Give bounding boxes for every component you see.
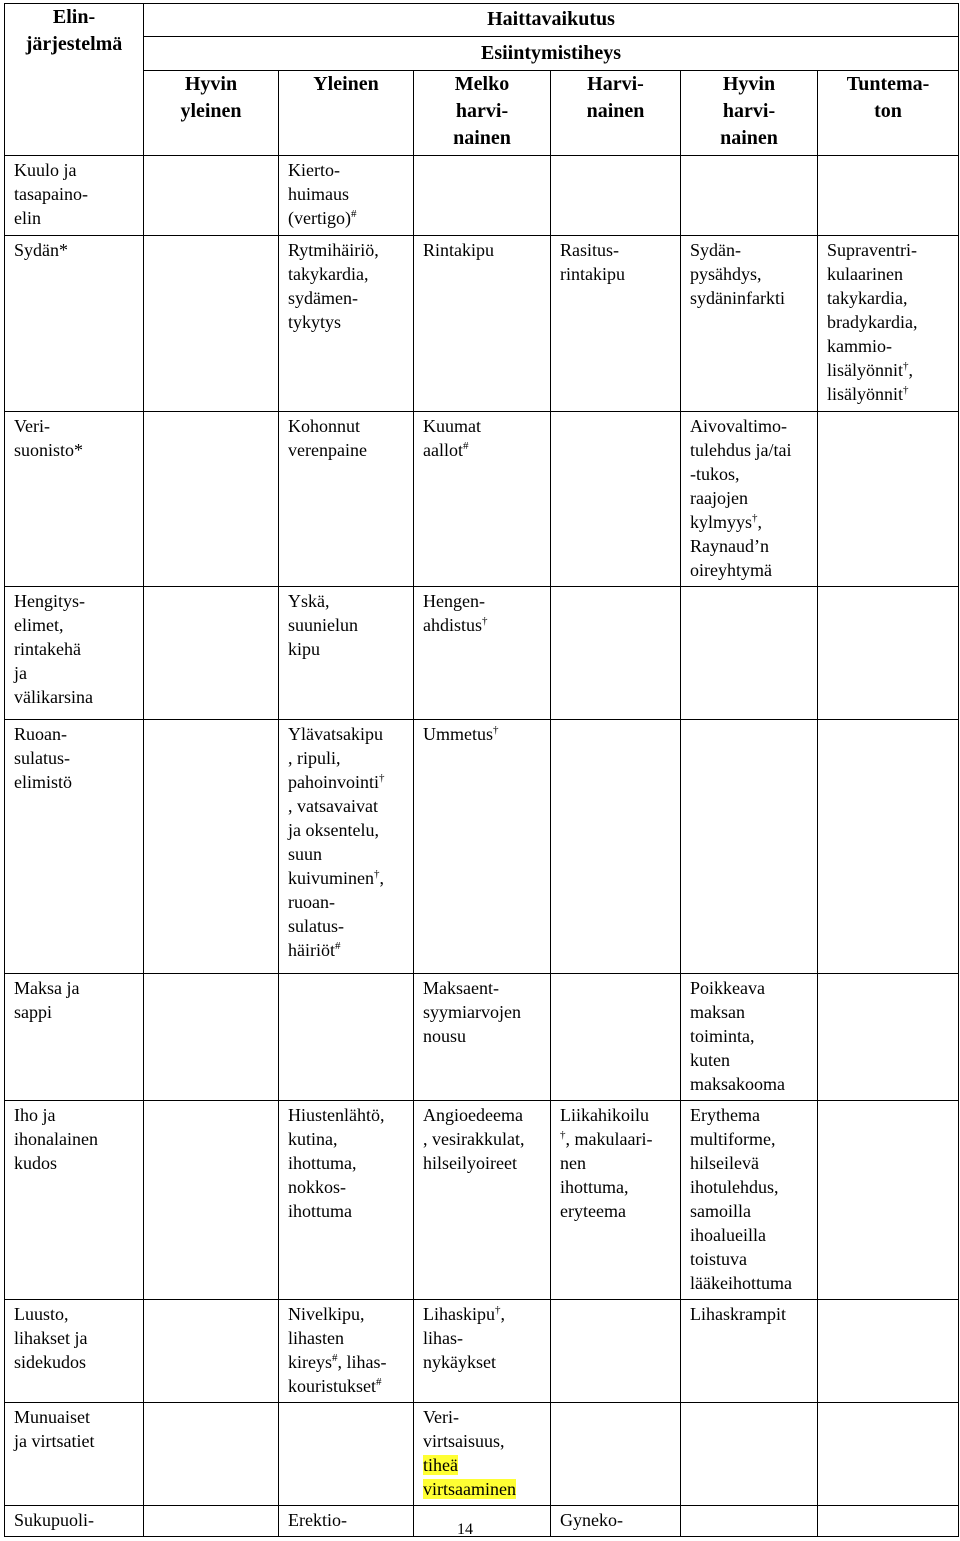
table-row [5, 236, 959, 412]
organ-reproductive: Sukupuoli- [5, 1506, 144, 1537]
freq-header-rare: Harvi- nainen [551, 71, 681, 156]
cell [144, 156, 279, 236]
cell [551, 1403, 681, 1506]
organ-heart: Sydän* [5, 236, 144, 412]
organ-skin: Iho ja ihonalainen kudos [5, 1101, 144, 1300]
esiintymistiheys-header: Esiintymistiheys [481, 42, 622, 64]
freq-header-common: Yleinen [279, 71, 414, 156]
organ-vascular: Veri- suonisto* [5, 412, 144, 587]
cell [681, 156, 818, 236]
dagger-marker: † [495, 1304, 501, 1316]
cell: Supraventri- kulaarinen takykardia, bradykardia, kammio- lisälyönnit†, lisälyönnit† [818, 236, 959, 412]
cell [818, 412, 959, 587]
dagger-marker: † [560, 1129, 566, 1141]
cell [681, 720, 818, 974]
cell [144, 974, 279, 1101]
highlighted-text: tiheä virtsaaminen [423, 1455, 516, 1499]
cell: Rasitus- rintakipu [551, 236, 681, 412]
cell: Rytmihäiriö, takykardia, sydämen- tykytys [279, 236, 414, 412]
organ-liver: Maksa ja sappi [5, 974, 144, 1101]
organ-ear: Kuulo ja tasapaino- elin [5, 156, 144, 236]
table-row [5, 974, 959, 1101]
cell [818, 1403, 959, 1506]
table-row [5, 1101, 959, 1300]
cell [818, 587, 959, 720]
table-row [5, 412, 959, 587]
cell: Liikahikoilu †, makulaari- nen ihottuma, eryteema [551, 1101, 681, 1300]
cell: Kuumat aallot# [414, 412, 551, 587]
table-row [5, 720, 959, 974]
cell: Erythema multiforme, hilseilevä ihotulehdus, samoilla ihoalueilla toistuva lääkeihottuma [681, 1101, 818, 1300]
cell [551, 412, 681, 587]
freq-header-very-common: Hyvin yleinen [144, 71, 279, 156]
cell [551, 1300, 681, 1403]
cell [551, 720, 681, 974]
dagger-marker: † [374, 868, 380, 880]
cell: Aivovaltimo- tulehdus ja/tai -tukos, raajojen kylmyys†, Raynaud’n oireyhtymä [681, 412, 818, 587]
cell: Gyneko- [551, 1506, 681, 1537]
hash-marker: # [376, 1376, 382, 1388]
dagger-marker: † [752, 512, 758, 524]
organ-gastrointestinal: Ruoan- sulatus- elimistö [5, 720, 144, 974]
cell: Lihaskrampit [681, 1300, 818, 1403]
cell: Lihaskipu†, lihas- nykäykset [414, 1300, 551, 1403]
organ-musculoskeletal: Luusto, lihakset ja sidekudos [5, 1300, 144, 1403]
cell [818, 156, 959, 236]
hash-marker: # [332, 1352, 338, 1364]
haittavaikutus-header: Haittavaikutus [144, 4, 958, 37]
freq-header-very-rare: Hyvin harvi- nainen [681, 71, 818, 156]
cell: Kohonnut verenpaine [279, 412, 414, 587]
cell [279, 974, 414, 1101]
cell: Yskä, suunielun kipu [279, 587, 414, 720]
cell: Ylävatsakipu , ripuli, pahoinvointi† , vatsavaivat ja oksentelu, suun kuivuminen†, ruoan- sulatus- häiriöt# [279, 720, 414, 974]
cell [818, 720, 959, 974]
dagger-marker: † [493, 724, 499, 736]
hash-marker: # [350, 208, 357, 220]
cell: Sydän- pysähdys, sydäninfarkti [681, 236, 818, 412]
cell: Nivelkipu, lihasten kireys#, lihas- kouristukset# [279, 1300, 414, 1403]
cell [818, 1300, 959, 1403]
cell: Angioedeema , vesirakkulat, hilseilyoireet [414, 1101, 551, 1300]
cell: Erektio- [279, 1506, 414, 1537]
cell: Veri- virtsaisuus, tiheä virtsaaminen [414, 1403, 551, 1506]
cell [818, 1101, 959, 1300]
table-row [5, 1403, 959, 1506]
cell [144, 412, 279, 587]
table-row [5, 156, 959, 236]
cell: Poikkeava maksan toiminta, kuten maksakooma [681, 974, 818, 1101]
cell: Kierto- huimaus (vertigo)# [279, 156, 414, 236]
organ-renal: Munuaiset ja virtsatiet [5, 1403, 144, 1506]
freq-header-uncommon: Melko harvi- nainen [414, 71, 551, 156]
hash-marker: # [462, 440, 469, 452]
page-number: 14 [457, 1521, 473, 1538]
cell: Maksaent- syymiarvojen nousu [414, 974, 551, 1101]
cell: Hengen- ahdistus† [414, 587, 551, 720]
cell [551, 156, 681, 236]
freq-header-unknown: Tuntema- ton [818, 71, 959, 156]
cell [681, 587, 818, 720]
table-row [5, 587, 959, 720]
frequency-header-group [144, 4, 959, 71]
cell: Hiustenlähtö, kutina, ihottuma, nokkos- ihottuma [279, 1101, 414, 1300]
cell [551, 587, 681, 720]
dagger-marker: † [903, 384, 909, 396]
organ-system-header: Elin- järjestelmä [5, 4, 144, 156]
cell [414, 156, 551, 236]
cell [818, 974, 959, 1101]
dagger-marker: † [903, 360, 909, 372]
organ-respiratory: Hengitys- elimet, rintakehä ja välikarsina [5, 587, 144, 720]
hash-marker: # [335, 940, 341, 952]
cell [279, 1403, 414, 1506]
cell [681, 1403, 818, 1506]
cell [144, 1403, 279, 1506]
table-row [5, 1300, 959, 1403]
dagger-marker: † [379, 772, 385, 784]
cell [144, 1300, 279, 1403]
cell: Rintakipu [414, 236, 551, 412]
adverse-effects-table [4, 3, 959, 1537]
cell: Ummetus† [414, 720, 551, 974]
dagger-marker: † [482, 615, 488, 627]
cell [551, 974, 681, 1101]
cell [144, 587, 279, 720]
cell [144, 236, 279, 412]
cell [144, 720, 279, 974]
cell [144, 1101, 279, 1300]
